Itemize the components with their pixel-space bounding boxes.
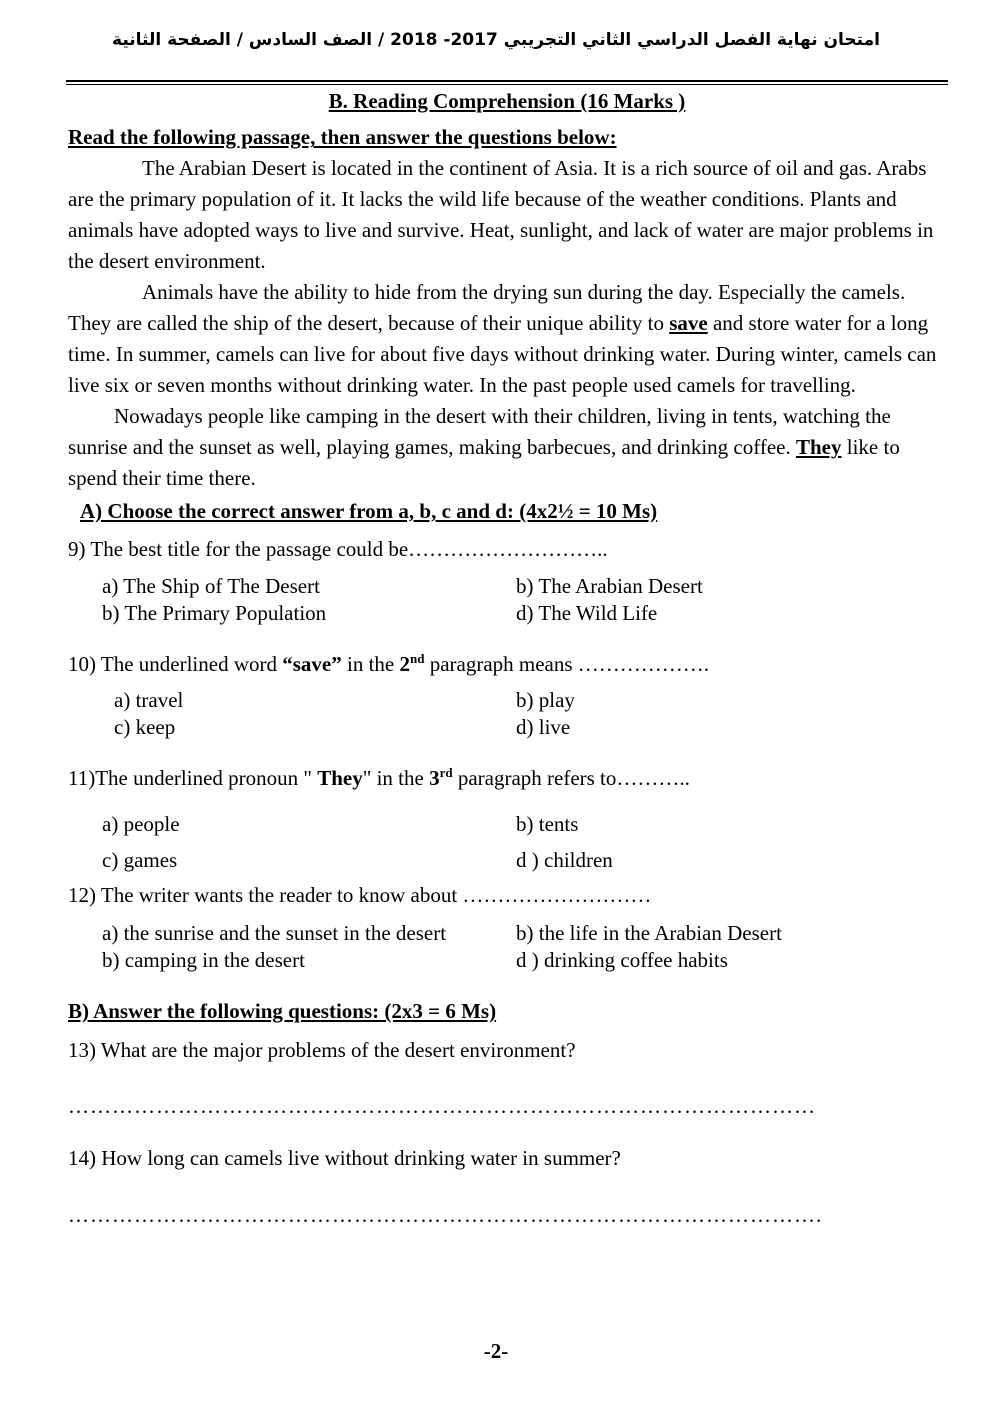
q11-option-b[interactable]: b) tents bbox=[516, 811, 579, 836]
question-13: 13) What are the major problems of the desert environment? bbox=[68, 1037, 576, 1062]
q10-option-a[interactable]: a) travel bbox=[114, 688, 184, 713]
answer-line-13[interactable]: ………………………………………………………………………………………… bbox=[68, 1093, 816, 1118]
q9-option-d[interactable]: d) The Wild Life bbox=[516, 600, 658, 625]
q11-option-a[interactable]: a) people bbox=[102, 811, 180, 836]
question-12: 12) The writer wants the reader to know about ……………………… bbox=[68, 882, 652, 907]
answer-line-14[interactable]: …………………………………………………………………………………………. bbox=[68, 1202, 823, 1227]
q9-option-b[interactable]: b) The Arabian Desert bbox=[516, 573, 703, 598]
question-14: 14) How long can camels live without drinking water in summer? bbox=[68, 1146, 621, 1171]
underlined-word-save: save bbox=[669, 310, 708, 335]
q11-word: They bbox=[317, 766, 363, 791]
question-9-options bbox=[68, 573, 946, 627]
passage-paragraph-3 bbox=[68, 401, 946, 494]
underlined-word-they: They bbox=[796, 434, 842, 459]
q10-sup: nd bbox=[409, 650, 425, 666]
q11-pre: 11)The underlined pronoun " bbox=[68, 766, 318, 791]
question-11 bbox=[68, 763, 946, 793]
p3-text-before: Nowadays people like camping in the desert with their children, living in tents, watching the sunrise and the sunset as well, playing games, making barbecues, and drinking coffee. bbox=[68, 403, 891, 459]
q11-mid: " in the bbox=[362, 766, 430, 791]
question-12-options bbox=[68, 920, 946, 974]
p3-text-after: like to spend their time there. bbox=[68, 434, 900, 490]
q9-option-a[interactable]: a) The Ship of The Desert bbox=[102, 573, 320, 598]
question-11-options bbox=[68, 806, 946, 878]
part-a-heading: A) Choose the correct answer from a, b, c and d: (4x2½ = 10 Ms) bbox=[80, 498, 658, 523]
q11-sup: rd bbox=[439, 765, 453, 781]
q11-option-c[interactable]: c) games bbox=[102, 847, 178, 872]
q11-post: paragraph refers to……….. bbox=[452, 766, 690, 791]
q10-option-b[interactable]: b) play bbox=[516, 688, 575, 713]
q12-option-a[interactable]: a) the sunrise and the sunset in the desert bbox=[102, 921, 447, 946]
part-b-heading: B) Answer the following questions: (2x3 = 6 Ms) bbox=[68, 999, 497, 1024]
q10-pre: 10) The underlined word bbox=[68, 651, 283, 676]
question-10-options bbox=[68, 687, 946, 741]
p2-text-after: and store water for a long time. In summer, camels can live for about five days without drinking water. During winter, camels can live six or seven months without drinking water. In the past people used camels for travelling. bbox=[68, 310, 937, 397]
question-10 bbox=[68, 649, 946, 679]
section-title: B. Reading Comprehension (16 Marks ) bbox=[328, 89, 686, 113]
q9-option-c[interactable]: b) The Primary Population bbox=[102, 600, 327, 625]
header-rule-thin bbox=[66, 84, 948, 85]
exam-header: امتحان نهاية الفصل الدراسي الثاني التجريبي 2017- 2018 / الصف السادس / الصفحة الثانية bbox=[112, 30, 880, 50]
passage-paragraph-1: The Arabian Desert is located in the continent of Asia. It is a rich source of oil and gas. Arabs are the primary population of it. It lacks the wild life because of the weather conditions. Plants and animals have adopted ways to live and survive. Heat, sunlight, and lack of water are major problems in the desert environment. bbox=[68, 155, 934, 273]
q10-num: 2 bbox=[399, 651, 410, 676]
q10-option-c[interactable]: c) keep bbox=[114, 715, 176, 740]
header-rule-thick bbox=[66, 80, 948, 82]
q12-option-b[interactable]: b) the life in the Arabian Desert bbox=[516, 921, 782, 946]
p2-text-before: Animals have the ability to hide from the drying sun during the day. Especially the camels. They are called the ship of the desert, because of their unique ability to bbox=[68, 279, 906, 335]
q12-option-d[interactable]: d ) drinking coffee habits bbox=[516, 948, 728, 973]
q11-option-d[interactable]: d ) children bbox=[516, 847, 613, 872]
q10-post: paragraph means ………………. bbox=[424, 651, 710, 676]
q10-mid: in the bbox=[341, 651, 400, 676]
passage-paragraph-2 bbox=[68, 277, 946, 401]
instruction: Read the following passage, then answer the questions below: bbox=[68, 125, 617, 150]
page-content bbox=[68, 86, 946, 1230]
q10-word: “save” bbox=[282, 651, 342, 676]
q12-option-c[interactable]: b) camping in the desert bbox=[102, 948, 305, 973]
question-9: 9) The best title for the passage could be……………………….. bbox=[68, 537, 608, 562]
page-number: -2- bbox=[483, 1339, 509, 1363]
q11-num: 3 bbox=[429, 766, 440, 791]
q10-option-d[interactable]: d) live bbox=[516, 715, 571, 740]
